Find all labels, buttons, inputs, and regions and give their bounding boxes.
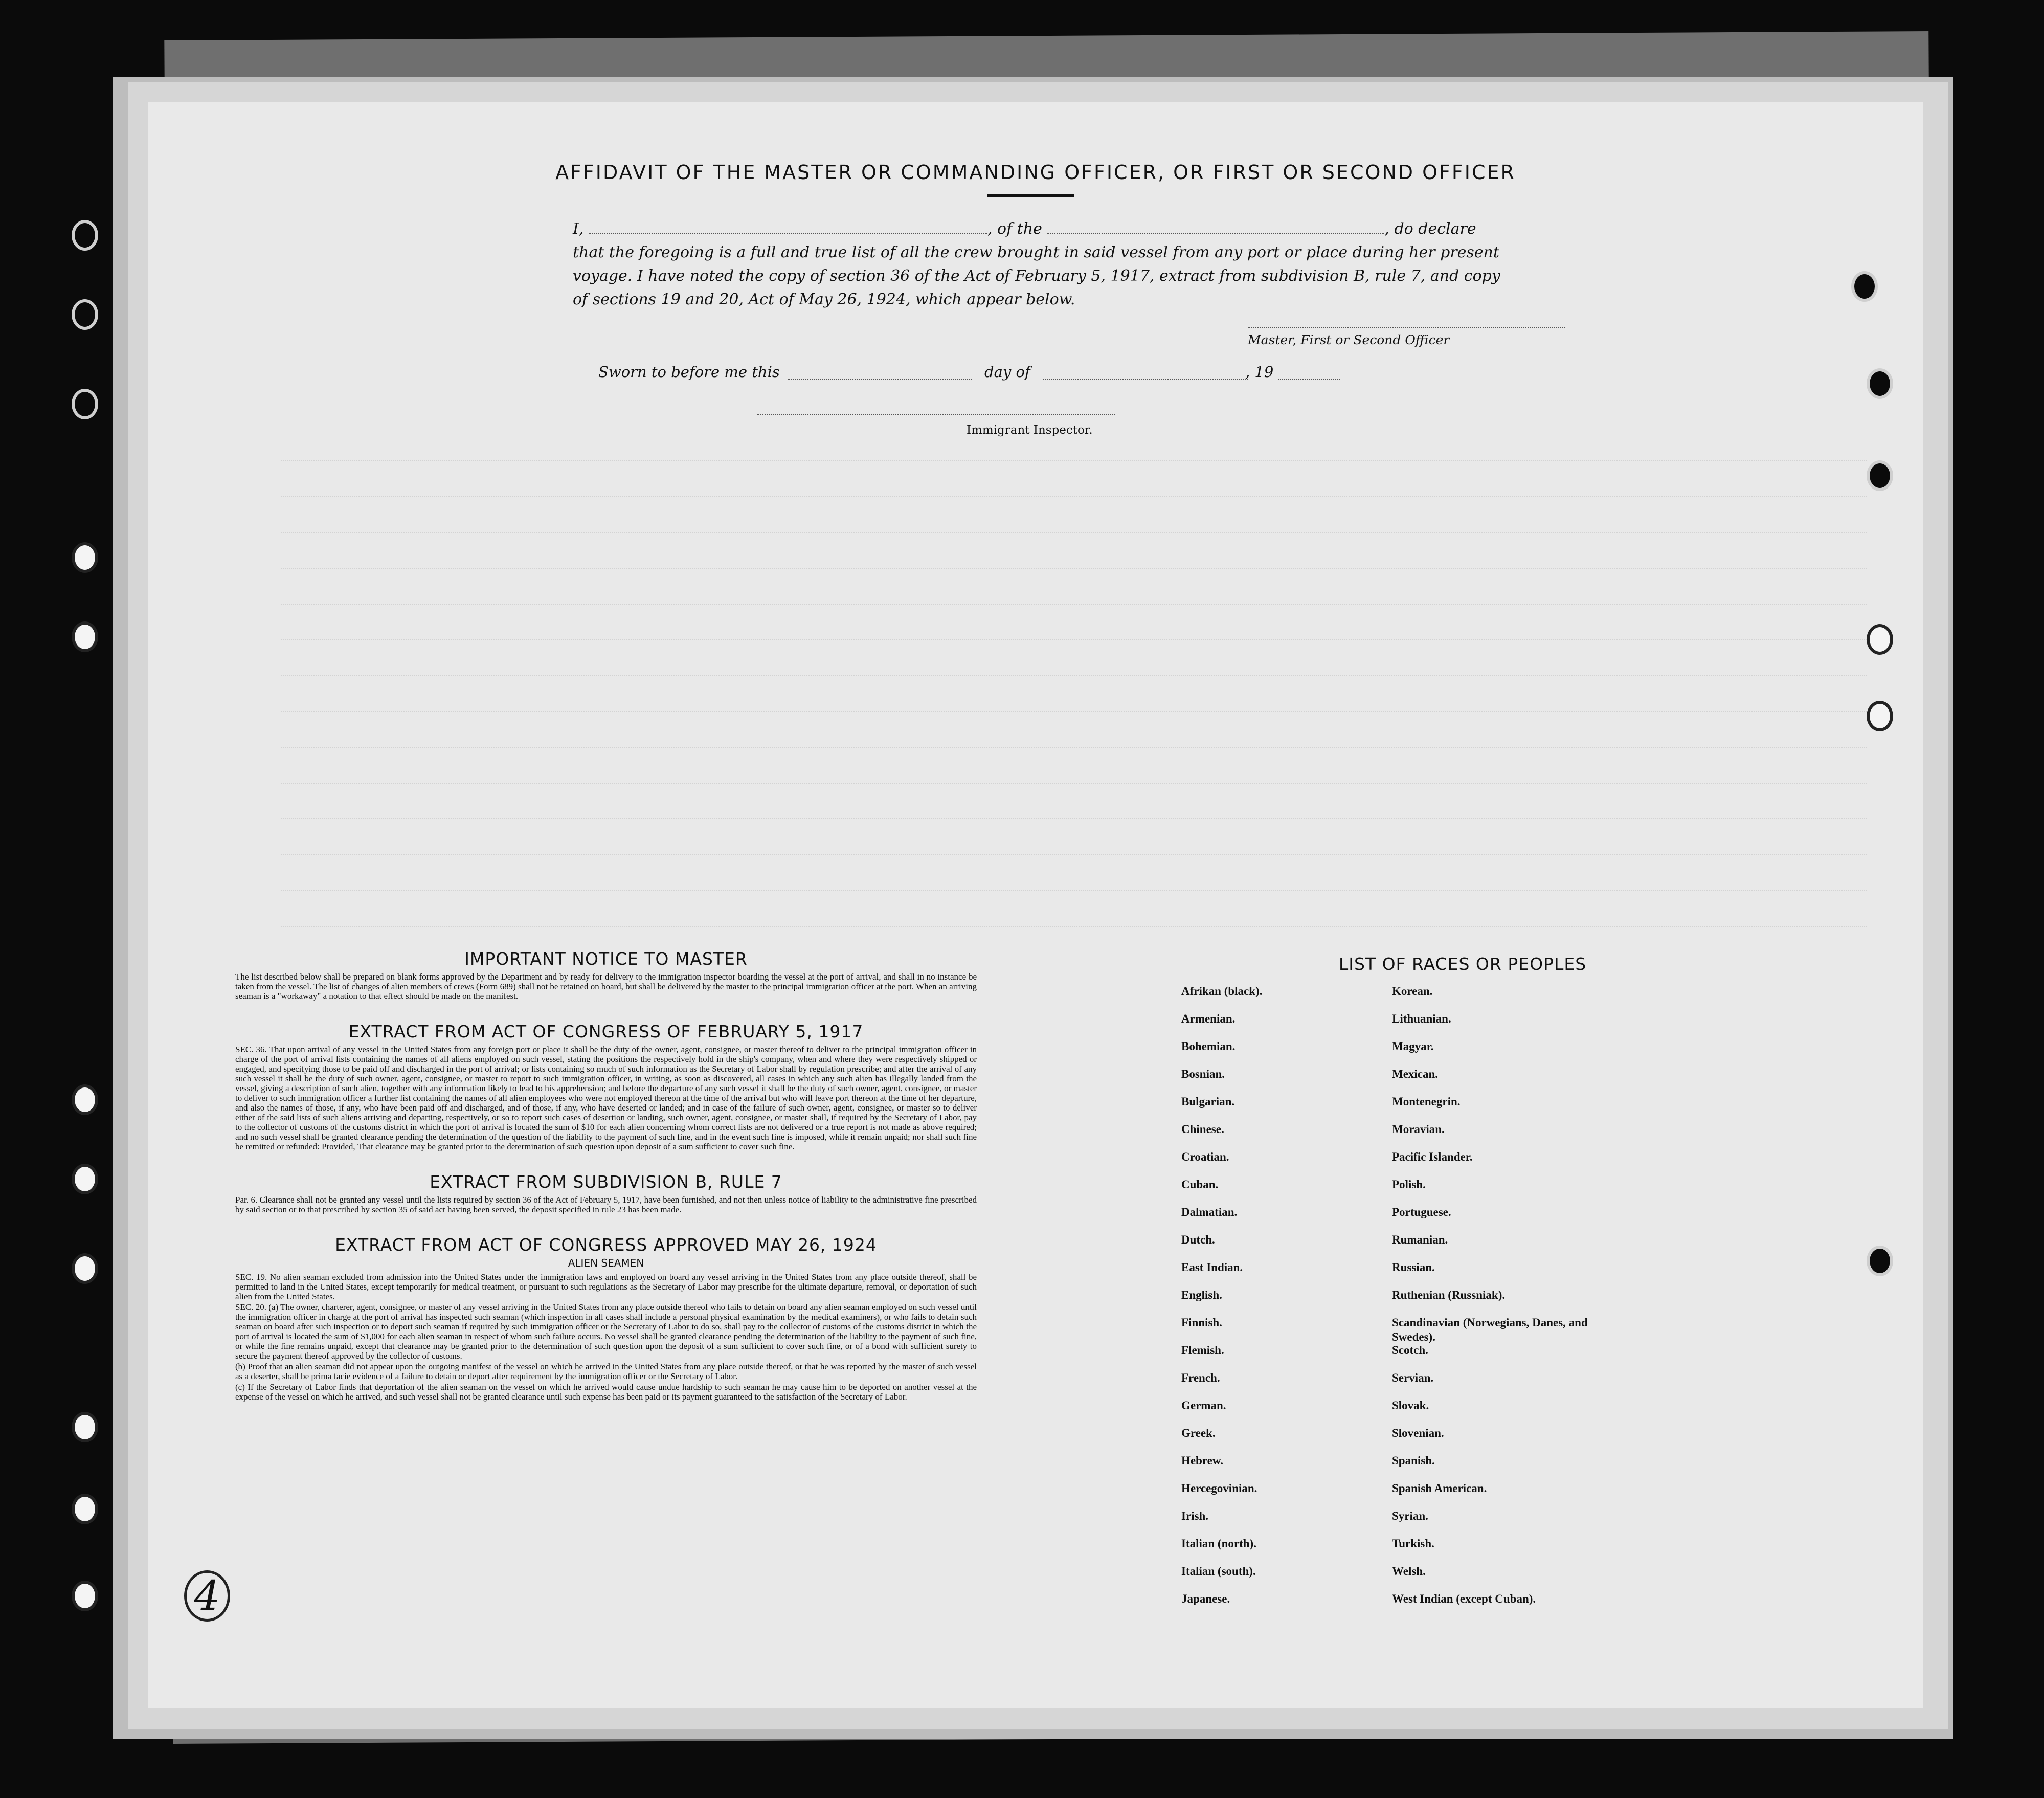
bleed-through-row bbox=[281, 854, 1867, 856]
extract-1924-title: EXTRACT FROM ACT OF CONGRESS APPROVED MAY 26, 1924 bbox=[335, 1235, 877, 1255]
bleed-through-row bbox=[281, 926, 1867, 928]
punch-hole bbox=[1867, 701, 1893, 731]
race-item: Bulgarian. bbox=[1181, 1095, 1235, 1108]
punch-hole bbox=[72, 621, 98, 652]
race-item: English. bbox=[1181, 1289, 1222, 1301]
sec19-text: SEC. 19. No alien seaman excluded from admission into the United States under the immigration laws and employed on board any vessel arriving in the United States from any place outside thereof, shall be permitted to land in the United States, except temporarily for medical treatment, or pursuant to such regulations as the Secretary of Labor may prescribe for the ultimate departure, removal, or deportation of such alien from the United States. bbox=[235, 1272, 977, 1301]
sec20b-text: (b) Proof that an alien seaman did not appear upon the outgoing manifest of the vessel on which he arrived in the United States from any place outside thereof, or that he was reported by the master of such vessel as a deserter, shall be prima facie evidence of a failure to detain or deport after requirement by the immigration officer or the Secretary of Labor. bbox=[235, 1362, 977, 1381]
declaration-line-1 bbox=[573, 217, 1708, 241]
bleed-through-row bbox=[281, 818, 1867, 820]
races-column-1 bbox=[1181, 984, 1396, 1619]
punch-hole bbox=[1851, 271, 1878, 302]
punch-hole bbox=[72, 1164, 98, 1194]
bleed-through-row bbox=[281, 604, 1867, 606]
sworn-day-field[interactable] bbox=[788, 379, 972, 380]
race-item: Polish. bbox=[1392, 1178, 1426, 1191]
bleed-through-row bbox=[281, 532, 1867, 534]
extract-rule7-body: Par. 6. Clearance shall not be granted any vessel until the lists required by section 36 of the Act of February 5, 1917, have been furnished, and not then unless notice of liability to the administrative fine prescribed by said section or to that prescribed by section 35 of said act having been served, the deposit specified in rule 23 has been made. bbox=[235, 1195, 977, 1214]
race-item: Croatian. bbox=[1181, 1150, 1229, 1163]
sworn-month-field[interactable] bbox=[1043, 379, 1248, 380]
declaration-line-4: of sections 19 and 20, Act of May 26, 1924, which appear below. bbox=[573, 291, 1075, 308]
bleed-through-row bbox=[281, 783, 1867, 785]
race-item: Portuguese. bbox=[1392, 1206, 1451, 1218]
race-item: Scotch. bbox=[1392, 1344, 1428, 1357]
race-item: Syrian. bbox=[1392, 1510, 1428, 1522]
bleed-through-row bbox=[281, 890, 1867, 892]
race-item: Scandinavian (Norwegians, Danes, and Swedes). bbox=[1392, 1316, 1588, 1343]
bleed-through-row bbox=[281, 496, 1867, 498]
race-item: Slovenian. bbox=[1392, 1427, 1444, 1439]
declaration-do-declare: , do declare bbox=[1384, 220, 1476, 238]
race-item: Bohemian. bbox=[1181, 1040, 1236, 1053]
year-label: , 19 bbox=[1245, 363, 1274, 381]
races-column-2 bbox=[1392, 984, 1607, 1619]
officer-signature-line[interactable] bbox=[1248, 327, 1565, 328]
race-item: Slovak. bbox=[1392, 1399, 1429, 1412]
punch-hole bbox=[72, 542, 98, 573]
race-item: Spanish. bbox=[1392, 1454, 1435, 1467]
name-field[interactable] bbox=[589, 217, 987, 234]
race-item: Flemish. bbox=[1181, 1344, 1224, 1357]
punch-hole bbox=[72, 299, 98, 330]
race-item: East Indian. bbox=[1181, 1261, 1243, 1274]
race-item: Welsh. bbox=[1392, 1565, 1426, 1578]
punch-hole bbox=[1867, 460, 1893, 491]
punch-hole bbox=[72, 389, 98, 419]
extract-rule7-title: EXTRACT FROM SUBDIVISION B, RULE 7 bbox=[430, 1172, 782, 1192]
punch-hole bbox=[1867, 1246, 1893, 1276]
sec20c-text: (c) If the Secretary of Labor finds that deportation of the alien seaman on the vessel on which he arrived would cause undue hardship to such seaman he may cause him to be deported on another vessel at the expense of the vessel on which he arrived, and such vessel shall not be granted clearance until such expense has been paid or its payment guaranteed to the satisfaction of the Secretary of Labor. bbox=[235, 1382, 977, 1402]
declaration-i: I, bbox=[573, 220, 584, 238]
affidavit-declaration bbox=[573, 217, 1708, 312]
race-item: Moravian. bbox=[1392, 1123, 1445, 1136]
inspector-label: Immigrant Inspector. bbox=[967, 424, 1093, 437]
punch-hole bbox=[1867, 624, 1893, 655]
race-item: Japanese. bbox=[1181, 1592, 1230, 1605]
race-item: Pacific Islander. bbox=[1392, 1150, 1473, 1163]
race-item: Hebrew. bbox=[1181, 1454, 1223, 1467]
declaration-line-3: voyage. I have noted the copy of section 36 of the Act of February 5, 1917, extract from subdivision B, rule 7, and copy bbox=[573, 267, 1500, 285]
handwritten-page-mark: 4 bbox=[184, 1570, 230, 1622]
race-item: Irish. bbox=[1181, 1510, 1209, 1522]
race-item: West Indian (except Cuban). bbox=[1392, 1592, 1536, 1605]
race-item: Lithuanian. bbox=[1392, 1012, 1451, 1025]
notice-body: The list described below shall be prepared on blank forms approved by the Department and by ready for delivery to the immigration inspector boarding the vessel at the port of arrival, and shall in no instance be taken from the vessel. The list of changes of alien members of crews (Form 689) shall not be retained on board, but shall be delivered by the master to the principal immigration officer at the port. When an arriving seaman is a "workaway" a notation to that effect should be made on the manifest. bbox=[235, 972, 977, 1001]
punch-hole bbox=[72, 1084, 98, 1115]
inspector-signature-line[interactable] bbox=[757, 414, 1115, 415]
race-item: French. bbox=[1181, 1371, 1220, 1384]
declaration-of-the: , of the bbox=[987, 220, 1042, 238]
punch-hole bbox=[72, 1494, 98, 1524]
title-underline bbox=[987, 194, 1074, 197]
notice-title: IMPORTANT NOTICE TO MASTER bbox=[464, 949, 748, 969]
race-item: Hercegovinian. bbox=[1181, 1482, 1257, 1495]
vessel-field[interactable] bbox=[1047, 217, 1384, 234]
manifest-page bbox=[148, 102, 1923, 1708]
sworn-year-field[interactable] bbox=[1278, 379, 1340, 380]
alien-seamen-subtitle: ALIEN SEAMEN bbox=[568, 1257, 644, 1269]
race-item: Ruthenian (Russniak). bbox=[1392, 1289, 1506, 1301]
race-item: Cuban. bbox=[1181, 1178, 1219, 1191]
race-item: Korean. bbox=[1392, 985, 1433, 997]
bleed-through-row bbox=[281, 675, 1867, 677]
bleed-through-row bbox=[281, 747, 1867, 749]
declaration-line-2: that the foregoing is a full and true list of all the crew brought in said vessel from any port or place during her present bbox=[573, 243, 1499, 261]
race-item: Servian. bbox=[1392, 1371, 1434, 1384]
punch-hole bbox=[72, 1253, 98, 1284]
bleed-through-row bbox=[281, 711, 1867, 713]
sec20a-text: SEC. 20. (a) The owner, charterer, agent, consignee, or master of any vessel arriving in the United States from any place outside thereof who fails to detain on board any alien seaman employed on such vessel until the immigration officer in charge at the port of arrival has inspected such seaman (which inspection in all cases shall include a personal physical examination by the medical examiners), or who fails to detain such seaman on board after such inspection or to deport such seaman if required by such immigration officer or the Secretary of Labor to do so, shall pay to the collector of customs of the customs district in which the port of arrival is located the sum of $1,000 for each alien seaman in respect of whom such failure occurs. No vessel shall be granted clearance pending the determination of the liability to the payment of such fine, or while the fine remains unpaid, except that clearance may be granted prior to the determination of such question upon the deposit of a sum sufficient to cover such fine, or of a bond with sufficient surety to secure the payment thereof approved by the collector of customs. bbox=[235, 1302, 977, 1361]
race-item: Armenian. bbox=[1181, 1012, 1236, 1025]
race-item: Montenegrin. bbox=[1392, 1095, 1461, 1108]
race-item: Mexican. bbox=[1392, 1068, 1439, 1080]
race-item: Greek. bbox=[1181, 1427, 1216, 1439]
races-list bbox=[1181, 954, 1693, 1605]
officer-label: Master, First or Second Officer bbox=[1248, 332, 1450, 347]
punch-hole bbox=[1867, 368, 1893, 399]
bleed-through-row bbox=[281, 460, 1867, 462]
race-item: Dutch. bbox=[1181, 1233, 1215, 1246]
race-item: Italian (north). bbox=[1181, 1537, 1256, 1550]
race-item: Afrikan (black). bbox=[1181, 985, 1263, 997]
punch-hole bbox=[72, 1412, 98, 1442]
race-item: Bosnian. bbox=[1181, 1068, 1225, 1080]
race-item: Dalmatian. bbox=[1181, 1206, 1238, 1218]
race-item: Chinese. bbox=[1181, 1123, 1224, 1136]
extract-1917-title: EXTRACT FROM ACT OF CONGRESS OF FEBRUARY 5, 1917 bbox=[348, 1022, 864, 1041]
day-of-label: day of bbox=[984, 363, 1030, 381]
affidavit-title: AFFIDAVIT OF THE MASTER OR COMMANDING OFFICER, OR FIRST OR SECOND OFFICER bbox=[555, 161, 1516, 184]
extract-1917-body: SEC. 36. That upon arrival of any vessel in the United States from any foreign port or place it shall be the duty of the owner, agent, consignee, or master thereof to deliver to the principal immigration officer in charge of the port of arrival lists containing the names of all aliens employed on such vessel, stating the positions the respectively hold in the ship's company, when and where they were respectively shipped or engaged, and specifying those to be paid off and discharged in the port of arrival; or lists containing so much of such information as the Secretary of Labor shall by regulation prescribe; and after the arrival of any such vessel it shall be the duty of such owner, agent, consignee, or master to report to such immigration officer, in writing, as soon as discovered, all cases in which any such alien has illegally landed from the vessel, giving a description of such alien, together with any information likely to lead to his apprehension; and before the departure of any such vessel it shall be the duty of such owner, agent, consignee, or master to deliver to such immigration officer a further list containing the names of all alien employees who were not employed thereon at the time of the arrival but who will leave port thereon at the time of her departure, and also the names of those, if any, who have been paid off and discharged, and of those, if any, who have deserted or landed; and in case of the failure of such owner, agent, consignee, or master so to deliver either of the said lists of such aliens arriving and departing, respectively, or so to report such cases of desertion or landing, such owner, agent, consignee, or master shall, if required by the Secretary of Labor, pay to the collector of customs of the customs district in which the port of arrival is located the sum of $10 for each alien concerning whom correct lists are not delivered or a true report is not made as above required; and no such vessel shall be granted clearance pending the determination of the question of the liability to the payment of such fine, and in the event such fine is imposed, while it remain unpaid; nor shall such fine be remitted or refunded: Provided, That clearance may be granted prior to the determination of such question upon deposit of a sum sufficient to cover such fine. bbox=[235, 1045, 977, 1151]
bleed-through-row bbox=[281, 568, 1867, 570]
punch-hole bbox=[72, 1581, 98, 1611]
race-item: Rumanian. bbox=[1392, 1233, 1448, 1246]
race-item: Spanish American. bbox=[1392, 1482, 1487, 1495]
race-item: German. bbox=[1181, 1399, 1226, 1412]
legal-notices bbox=[215, 949, 997, 1402]
race-item: Russian. bbox=[1392, 1261, 1435, 1274]
bleed-through-row bbox=[281, 639, 1867, 641]
race-item: Italian (south). bbox=[1181, 1565, 1256, 1578]
race-item: Magyar. bbox=[1392, 1040, 1434, 1053]
sworn-label: Sworn to before me this bbox=[598, 363, 780, 381]
punch-hole bbox=[72, 220, 98, 251]
races-title: LIST OF RACES OR PEOPLES bbox=[1338, 954, 1587, 974]
race-item: Finnish. bbox=[1181, 1316, 1222, 1329]
race-item: Turkish. bbox=[1392, 1537, 1434, 1550]
